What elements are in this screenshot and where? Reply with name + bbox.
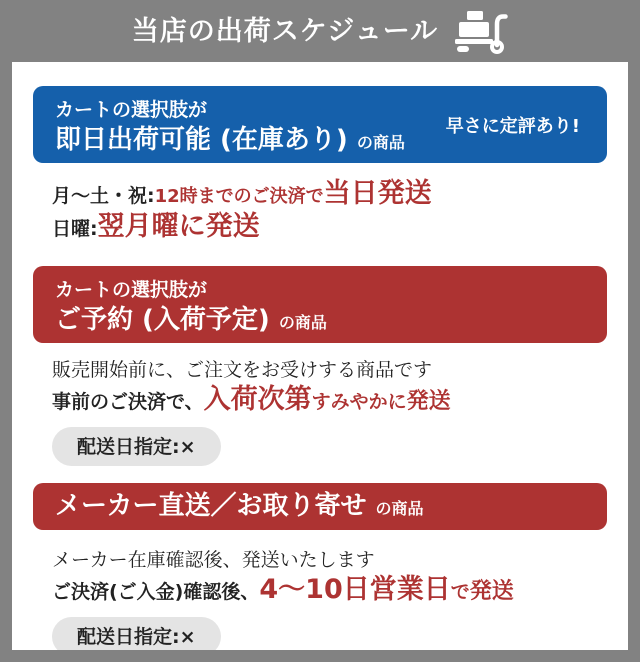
section-express [33,86,607,245]
express-line-weekday: 月〜土・祝:12時までのご決済で当日発送 [52,178,432,209]
hand-truck-icon [454,11,508,55]
banner-highlight: 即日出荷可能 (在庫あり) [55,125,348,155]
section-direct [33,483,607,650]
direct-details [52,545,607,650]
speed-badge: 早さに定評あり! [445,116,580,137]
banner-intro: カートの選択肢が [55,99,208,121]
preorder-details [52,355,607,466]
page-title: 当店の出荷スケジュール [131,15,439,47]
direct-banner [33,483,607,530]
express-details [52,179,607,245]
preorder-pill-wrap [52,427,607,466]
direct-line-shipping: ご決済(ご入金)確認後、4〜10日営業日で発送 [52,574,514,605]
direct-pill-wrap [52,617,607,650]
banner-suffix: の商品 [375,499,424,518]
banner-suffix: の商品 [356,133,405,152]
preorder-line-info: 販売開始前に、ご注文をお受けする商品です [52,359,433,381]
banner-intro: カートの選択肢が [55,279,208,301]
preorder-line-shipping: 事前のご決済で、入荷次第すみやかに発送 [52,384,451,415]
banner-highlight: ご予約 (入荷予定) [55,305,270,335]
section-preorder [33,266,607,466]
banner-suffix: の商品 [278,313,327,332]
express-line-sunday: 日曜:翌月曜に発送 [52,211,260,242]
delivery-date-badge: 配送日指定:× [52,617,221,650]
banner-highlight: メーカー直送／お取り寄せ [55,491,367,521]
banner-main [55,304,585,339]
header [0,0,640,62]
content-area [12,62,628,650]
preorder-banner [33,266,607,343]
express-banner [33,86,607,163]
direct-line-info: メーカー在庫確認後、発送いたします [52,549,375,571]
delivery-date-badge: 配送日指定:× [52,427,221,466]
